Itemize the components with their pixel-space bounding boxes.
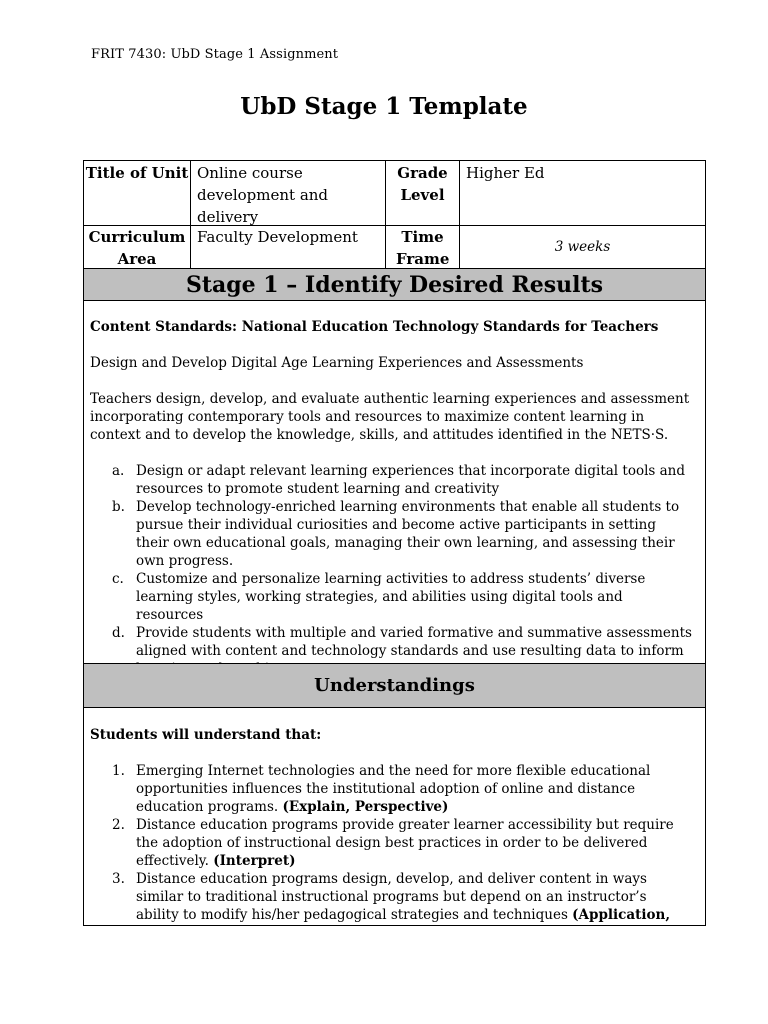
ubd-table xyxy=(83,160,706,926)
stage1-heading: Stage 1 – Identify Desired Results xyxy=(84,269,705,301)
standard-description: Teachers design, develop, and evaluate authentic learning experiences and assessment incorporating contemporary tools and resources to maximize content learning in context and to develop the knowledge, skills, and attitudes identified in the NETS·S. xyxy=(90,391,690,443)
document-header: FRIT 7430: UbD Stage 1 Assignment xyxy=(91,47,339,62)
list-item: d. Provide students with multiple and varied formative and summative assessments aligned with content and technology standards and use resulting data to inform xyxy=(112,625,692,659)
understandings-intro: Students will understand that: xyxy=(90,727,322,743)
list-item: c. Customize and personalize learning activities to address students’ diverse learning styles, working strategies, and abilities using digital tools and resources xyxy=(112,571,646,623)
list-item: 2. Distance education programs provide greater learner accessibility but require the adoption of instructional design best practices in order to be delivered effectively. (Interpret) xyxy=(112,817,674,869)
unit-row xyxy=(84,161,705,226)
list-item: 1. Emerging Internet technologies and the need for more flexible educational opportunities influences the institutional adoption of online and distance education programs. (Explain, Perspective) xyxy=(112,763,651,815)
page-title: UbD Stage 1 Template xyxy=(240,93,528,120)
time-frame-value: 3 weeks xyxy=(554,239,611,255)
understandings-list xyxy=(90,762,693,924)
stage1-content xyxy=(84,301,705,664)
title-of-unit-value: Online course development and delivery xyxy=(191,161,386,225)
title-of-unit-label: Title of Unit xyxy=(84,161,191,225)
standard-title: Design and Develop Digital Age Learning Experiences and Assessments xyxy=(90,355,584,371)
standard-list xyxy=(90,462,693,678)
list-item: a. Design or adapt relevant learning experiences that incorporate digital tools and resources to promote student learning and creativity xyxy=(112,463,686,497)
grade-level-value: Higher Ed xyxy=(466,164,545,182)
content-standards: Content Standards: National Education Technology Standards for Teachers xyxy=(90,319,659,335)
time-frame-label: Time Frame xyxy=(386,226,460,268)
understandings-content xyxy=(84,708,705,925)
grade-level-label: Grade Level xyxy=(386,161,460,225)
list-item: 3. Distance education programs design, develop, and deliver content in ways similar to traditional instructional programs but depend on an instructor’s ability to modify his/her pedagogical strategies and techniques (Application, xyxy=(112,871,671,923)
list-item: b. Develop technology-enriched learning environments that enable all students to pursue their individual curiosities and become active participants in setting their own educational goals, managing their own learning, and assessing their own progress. xyxy=(112,499,680,569)
curriculum-area-value: Faculty Development xyxy=(191,226,386,268)
curriculum-area-label: Curriculum Area xyxy=(84,226,191,268)
curriculum-row xyxy=(84,226,705,269)
understandings-heading: Understandings xyxy=(84,664,705,708)
